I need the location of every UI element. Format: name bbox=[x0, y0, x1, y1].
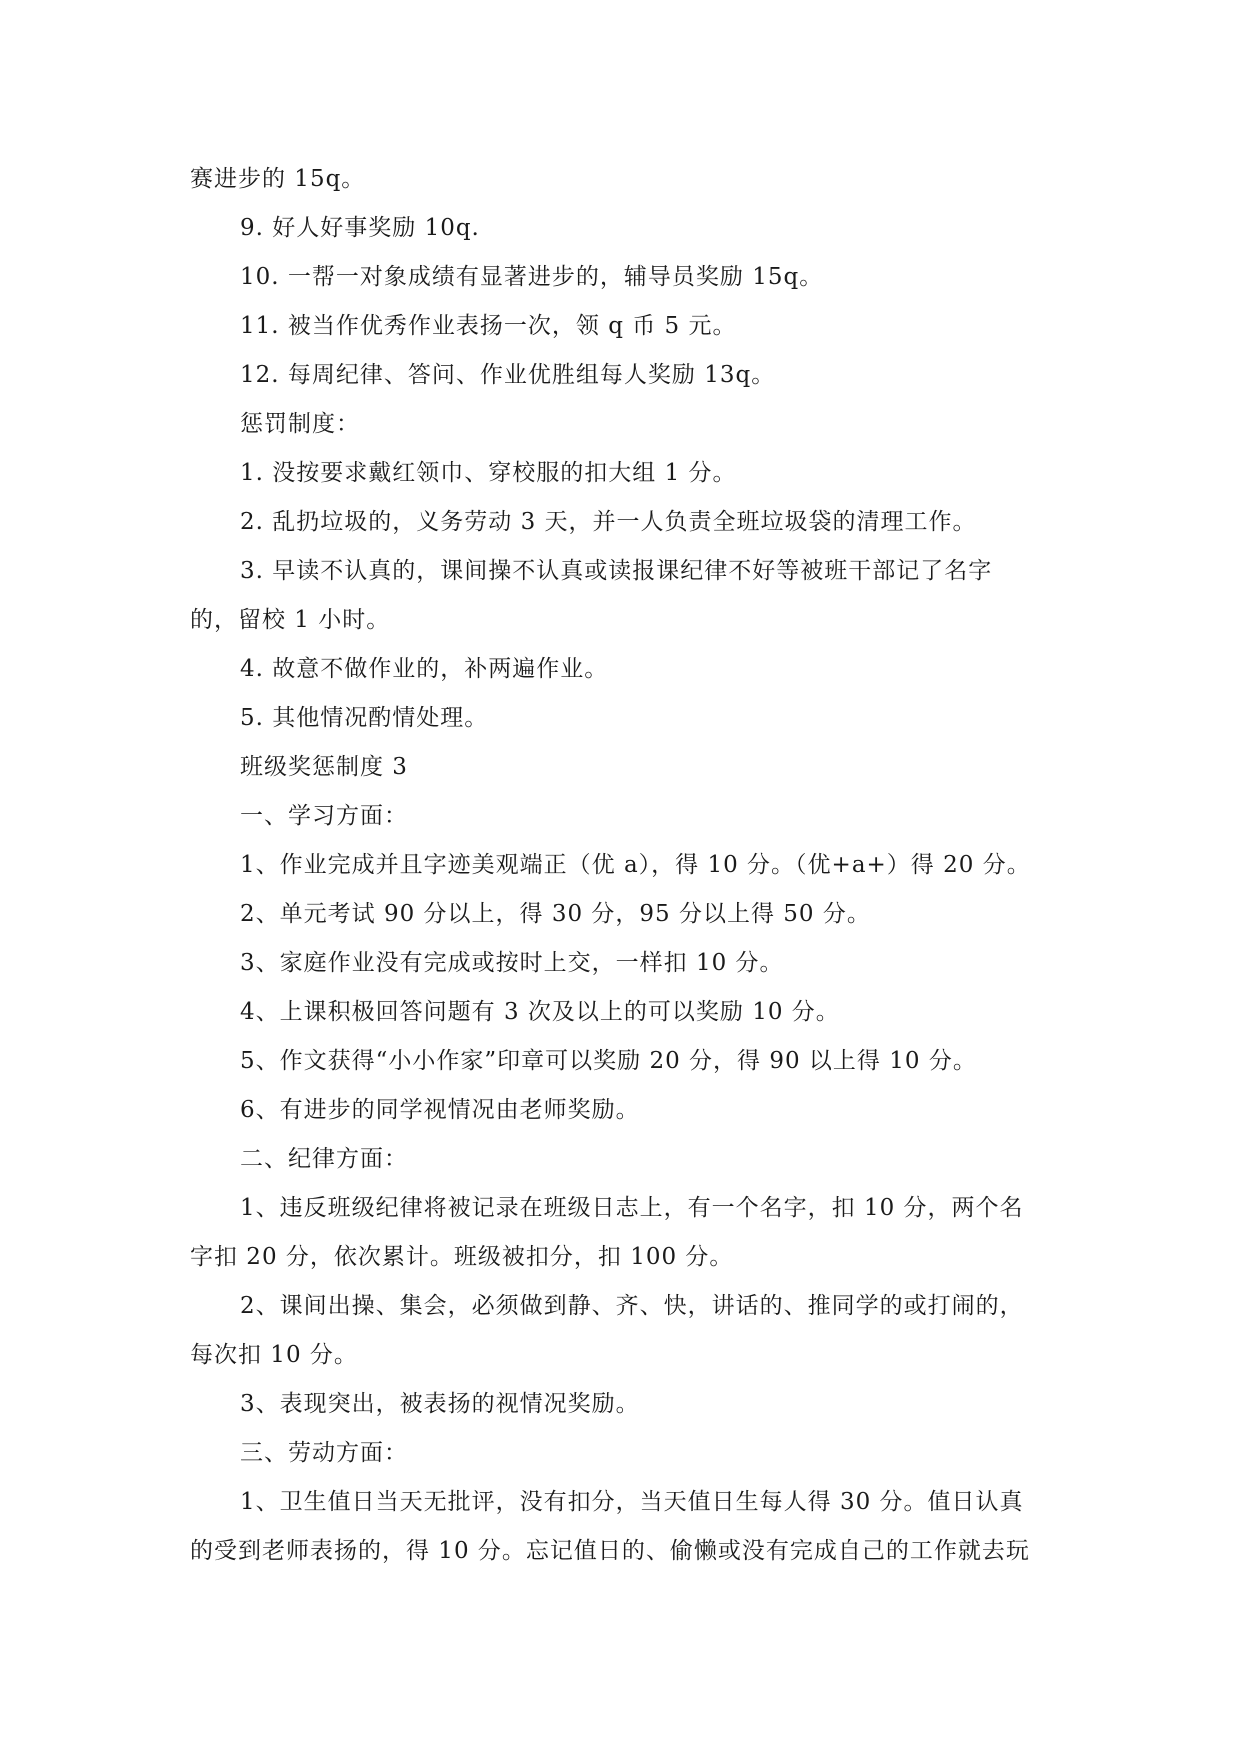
text-line: 的受到老师表扬的，得 10 分。忘记值日的、偷懒或没有完成自己的工作就去玩 bbox=[190, 1538, 1030, 1564]
text-line: 6、有进步的同学视情况由老师奖励。 bbox=[240, 1097, 640, 1123]
text-line: 2、课间出操、集会，必须做到静、齐、快，讲话的、推同学的或打闹的， bbox=[240, 1293, 1024, 1319]
text-line: 一、学习方面： bbox=[240, 803, 408, 829]
text-line: 10. 一帮一对象成绩有显著进步的，辅导员奖励 15q。 bbox=[240, 264, 824, 290]
text-line: 5. 其他情况酌情处理。 bbox=[240, 705, 489, 731]
text-line: 二、纪律方面： bbox=[240, 1146, 408, 1172]
text-line: 11. 被当作优秀作业表扬一次，领 q 币 5 元。 bbox=[240, 313, 737, 339]
text-line: 每次扣 10 分。 bbox=[190, 1342, 358, 1368]
text-line: 4、上课积极回答问题有 3 次及以上的可以奖励 10 分。 bbox=[240, 999, 840, 1025]
text-line: 的，留校 1 小时。 bbox=[190, 607, 391, 633]
text-line: 2. 乱扔垃圾的，义务劳动 3 天，并一人负责全班垃圾袋的清理工作。 bbox=[240, 509, 977, 535]
document-body bbox=[190, 155, 1060, 1576]
text-line: 惩罚制度： bbox=[240, 411, 360, 437]
text-line: 1、违反班级纪律将被记录在班级日志上，有一个名字，扣 10 分，两个名 bbox=[240, 1195, 1024, 1221]
text-line: 5、作文获得“小小作家”印章可以奖励 20 分，得 90 以上得 10 分。 bbox=[240, 1048, 977, 1074]
text-line: 1、卫生值日当天无批评，没有扣分，当天值日生每人得 30 分。值日认真 bbox=[240, 1489, 1024, 1515]
text-line: 3. 早读不认真的，课间操不认真或读报课纪律不好等被班干部记了名字 bbox=[240, 558, 993, 584]
text-line: 1、作业完成并且字迹美观端正（优 a），得 10 分。（优+a+）得 20 分。 bbox=[240, 852, 1031, 878]
text-line: 三、劳动方面： bbox=[240, 1440, 408, 1466]
text-line: 4. 故意不做作业的，补两遍作业。 bbox=[240, 656, 609, 682]
text-line: 赛进步的 15q。 bbox=[190, 166, 366, 192]
text-line: 1. 没按要求戴红领巾、穿校服的扣大组 1 分。 bbox=[240, 460, 737, 486]
text-line: 2、单元考试 90 分以上，得 30 分，95 分以上得 50 分。 bbox=[240, 901, 871, 927]
text-line: 3、表现突出，被表扬的视情况奖励。 bbox=[240, 1391, 640, 1417]
text-line: 9. 好人好事奖励 10q. bbox=[240, 215, 480, 241]
text-line: 12. 每周纪律、答问、作业优胜组每人奖励 13q。 bbox=[240, 362, 776, 388]
text-line: 3、家庭作业没有完成或按时上交，一样扣 10 分。 bbox=[240, 950, 784, 976]
text-line: 字扣 20 分，依次累计。班级被扣分，扣 100 分。 bbox=[190, 1244, 734, 1270]
text-line: 班级奖惩制度 3 bbox=[240, 754, 408, 780]
